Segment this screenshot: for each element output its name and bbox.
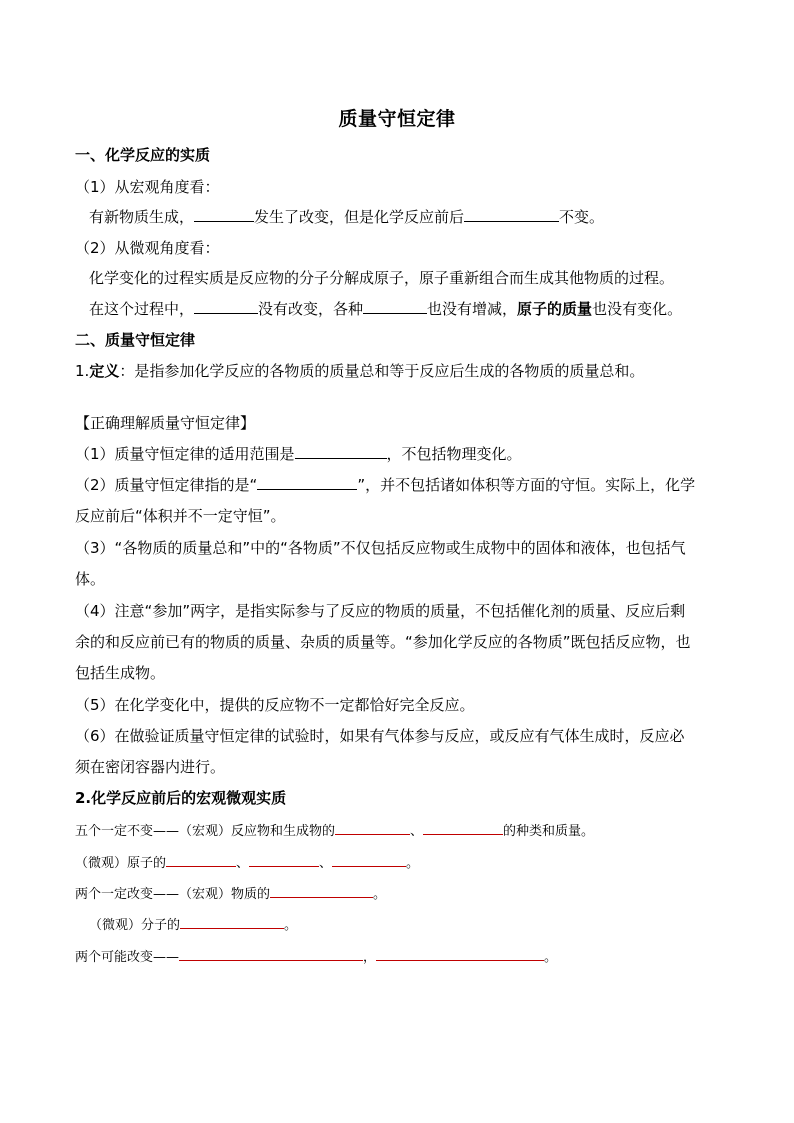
understand-heading: 【正确理解质量守恒定律】	[75, 414, 256, 432]
micro-molecules	[89, 914, 297, 936]
point-6: （6）在做验证质量守恒定律的试验时，如果有气体参与反应，或反应有气体生成时，反应必	[75, 727, 685, 745]
micro-molecules-end: 。	[284, 918, 298, 933]
blank-process-1[interactable]	[194, 299, 258, 314]
point-4-cont: 余的和反应前已有的物质的质量、杂质的质量等。“参加化学反应的各物质”既包括反应物，也	[75, 633, 691, 651]
point-5: （5）在化学变化中，提供的反应物不一定都恰好完全反应。	[75, 696, 475, 714]
blank-possible-2[interactable]	[376, 946, 544, 961]
two-possible-end: 。	[544, 950, 558, 965]
definition-num: 1.	[75, 362, 90, 380]
blank-macro-2[interactable]	[464, 207, 559, 222]
point-3: （3）“各物质的质量总和”中的“各物质”不仅包括反应物或生成物中的固体和液体，也包括气	[75, 539, 686, 557]
five-sep: 、	[410, 824, 424, 839]
blank-molecule[interactable]	[180, 914, 284, 929]
macro-text-c: 不变。	[559, 208, 605, 226]
blank-atom-3[interactable]	[332, 852, 406, 867]
atoms-end: 。	[406, 856, 420, 871]
atoms-sep-1: 、	[236, 856, 250, 871]
process-text-d: 也没有变化。	[592, 300, 683, 318]
blank-scope[interactable]	[295, 444, 387, 459]
point-2-text-a: （2）质量守恒定律指的是“	[75, 476, 258, 494]
micro-label: （2）从微观角度看：	[75, 239, 220, 257]
point-2-text-b: ”，并不包括诸如体积等方面的守恒。实际上，化学	[357, 476, 696, 494]
blank-five-1[interactable]	[335, 820, 410, 835]
blank-macro-1[interactable]	[194, 207, 254, 222]
process-text-a: 在这个过程中，	[89, 300, 195, 318]
definition	[75, 361, 644, 381]
point-2-cont: 反应前后“体积并不一定守恒”。	[75, 507, 286, 525]
point-6-cont: 须在密闭容器内进行。	[75, 758, 226, 776]
blank-atom-1[interactable]	[166, 852, 236, 867]
five-text-a: 五个一定不变——（宏观）反应物和生成物的	[75, 824, 336, 839]
point-4: （4）注意“参加”两字，是指实际参与了反应的物质的质量，不包括催化剂的质量、反应后剩	[75, 602, 686, 620]
point-3-cont: 体。	[75, 570, 106, 588]
process-text-c: 也没有增减，	[427, 300, 518, 318]
blank-five-2[interactable]	[423, 820, 503, 835]
page-title: 质量守恒定律	[338, 108, 456, 130]
macro-text-a: 有新物质生成，	[89, 208, 195, 226]
two-change-end: 。	[373, 887, 387, 902]
micro-text: 化学变化的过程实质是反应物的分子分解成原子，原子重新组合而生成其他物质的过程。	[89, 269, 675, 287]
two-change-text: 两个一定改变——（宏观）物质的	[75, 887, 271, 902]
blank-conservation[interactable]	[257, 475, 357, 490]
two-may-change	[75, 946, 557, 968]
definition-label: 定义	[89, 362, 120, 380]
process-sentence	[89, 299, 682, 319]
two-must-change	[75, 883, 386, 905]
point-4-cont2: 包括生成物。	[75, 664, 166, 682]
section1-heading: 一、化学反应的实质	[75, 146, 211, 164]
point-2	[75, 475, 695, 495]
micro-atoms-text: （微观）原子的	[75, 856, 167, 871]
two-possible-text: 两个可能改变——	[75, 950, 180, 965]
five-text-b: 的种类和质量。	[503, 824, 595, 839]
blank-atom-2[interactable]	[249, 852, 319, 867]
subsection-2-heading: 2.化学反应前后的宏观微观实质	[75, 789, 287, 807]
definition-text: ：是指参加化学反应的各物质的质量总和等于反应后生成的各物质的质量总和。	[119, 362, 645, 380]
macro-sentence	[89, 207, 604, 227]
atoms-sep-2: 、	[319, 856, 333, 871]
two-possible-comma: ，	[363, 950, 377, 965]
blank-process-2[interactable]	[363, 299, 427, 314]
macro-label: （1）从宏观角度看：	[75, 178, 220, 196]
point-1	[75, 444, 522, 464]
micro-molecules-text: （微观）分子的	[89, 918, 181, 933]
point-1-text-b: ，不包括物理变化。	[386, 445, 522, 463]
five-unchanged	[75, 820, 594, 842]
point-1-text-a: （1）质量守恒定律的适用范围是	[75, 445, 295, 463]
process-text-b: 没有改变，各种	[258, 300, 364, 318]
section2-heading: 二、质量守恒定律	[75, 331, 196, 349]
blank-substance[interactable]	[270, 883, 373, 898]
process-bold: 原子的质量	[517, 300, 593, 318]
blank-possible-1[interactable]	[179, 946, 363, 961]
macro-text-b: 发生了改变，但是化学反应前后	[254, 208, 465, 226]
micro-atoms	[75, 852, 419, 874]
